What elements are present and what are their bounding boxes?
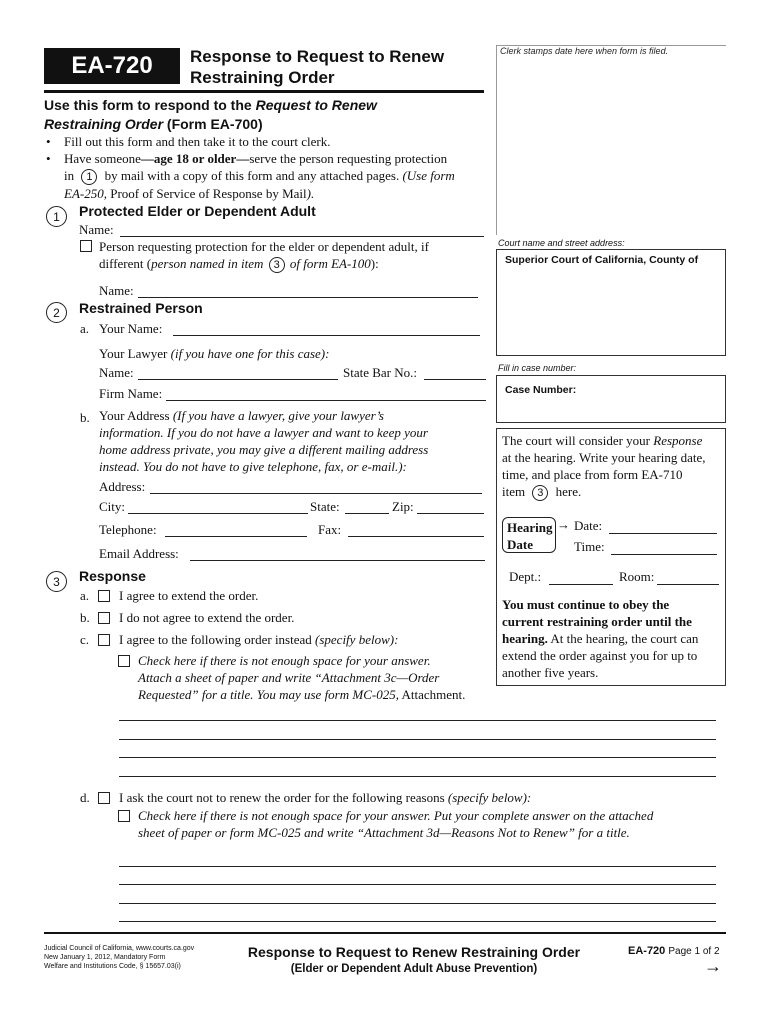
- intro-bullet-2-line3-rest: Proof of Service of Response by Mail: [106, 186, 307, 201]
- section-2-phone-label: Telephone:: [99, 522, 157, 537]
- hearing-box: [496, 428, 726, 686]
- intro-bullet-2: [46, 150, 486, 167]
- section-1-title: Protected Elder or Dependent Adult: [79, 203, 316, 219]
- intro-bullet-2-line3: [46, 185, 486, 202]
- section-1-name-label: Name:: [79, 222, 114, 237]
- section-1-name-field[interactable]: [120, 236, 484, 237]
- intro-bullet-2-pre: Have someone: [64, 151, 141, 166]
- section-1-name2-label: Name:: [99, 283, 134, 298]
- section-1-option-line2-italic: person named in item: [151, 256, 264, 271]
- intro-bullet-2-line2: [46, 167, 486, 185]
- item-ref-circle: 1: [81, 169, 97, 185]
- section-3c-answer-line-3[interactable]: [119, 757, 716, 758]
- section-2-address-instructions: [99, 407, 489, 475]
- footer-title-line1: Response to Request to Renew Restraining Order: [247, 944, 581, 960]
- section-2-address-italic4: instead. You do not have to give telephone, fax, or e-mail.):: [99, 459, 407, 474]
- section-3d-answer-line-1[interactable]: [119, 866, 716, 867]
- hearing-line4-pre: item: [502, 484, 526, 499]
- section-2-fax-label: Fax:: [318, 522, 342, 537]
- intro-bullet-2-line2-post: by mail with a copy of this form and any attached pages.: [104, 168, 400, 183]
- section-3d-answer-line-4[interactable]: [119, 921, 716, 922]
- section-2b-label: b.: [80, 410, 90, 425]
- section-3c-more-space-checkbox[interactable]: [118, 655, 130, 667]
- item-ref-circle: 3: [532, 485, 548, 501]
- section-2-firm-label: Firm Name:: [99, 386, 163, 401]
- section-2-city-field[interactable]: [128, 513, 308, 514]
- section-3a-label: a.: [80, 588, 90, 603]
- form-title: [190, 46, 490, 88]
- section-2-lawyer-label: [99, 345, 329, 362]
- section-2-email-label: Email Address:: [99, 546, 179, 561]
- section-2-number: 2: [46, 302, 67, 323]
- hearing-date-label: Date:: [574, 518, 603, 533]
- hearing-line2: at the hearing. Write your hearing date,: [502, 450, 706, 465]
- section-3d-more-line2: sheet of paper or form MC-025 and write “Attachment 3d—Reasons Not to Renew” for a title.: [138, 825, 630, 840]
- section-2-state-bar-label: State Bar No.:: [343, 365, 418, 380]
- section-2-state-bar-field[interactable]: [424, 379, 486, 380]
- warning-line3-rest: At the hearing, the court can: [547, 631, 699, 646]
- section-3c-answer-line-2[interactable]: [119, 739, 716, 740]
- warning-line2: current restraining order until the: [502, 614, 692, 629]
- section-3-title: Response: [79, 568, 146, 584]
- bullet-dot: •: [46, 134, 51, 149]
- warning-line5: another five years.: [502, 665, 599, 680]
- section-2-title: Restrained Person: [79, 300, 203, 316]
- section-1-option-line2-pre: different (: [99, 256, 152, 271]
- case-number-label: Fill in case number:: [498, 363, 577, 373]
- clerk-stamp-note: Clerk stamps date here when form is filed.: [500, 46, 669, 56]
- footer-citation-line1: Judicial Council of California, www.courts.ca.gov: [44, 945, 195, 952]
- court-box[interactable]: [496, 249, 726, 356]
- warning-line1: You must continue to obey the: [502, 597, 670, 612]
- hearing-line4-post: here.: [555, 484, 582, 499]
- warning-line4: extend the order against you for up to: [502, 648, 698, 663]
- section-3d-text: [119, 789, 531, 806]
- section-2-city-label: City:: [99, 499, 126, 514]
- section-3a-checkbox[interactable]: [98, 590, 110, 602]
- section-1-option-text: [99, 238, 479, 273]
- section-3d-answer-line-3[interactable]: [119, 903, 716, 904]
- section-2-state-label: State:: [310, 499, 340, 514]
- section-3d-text-pre: I ask the court not to renew the order for the following reasons: [119, 790, 448, 805]
- hearing-badge-line1: Hearing: [507, 520, 553, 535]
- footer-title: [225, 943, 603, 977]
- section-1-option-line1: Person requesting protection for the elder or dependent adult, if: [99, 239, 429, 254]
- section-2-lawyer-pre: Your Lawyer: [99, 346, 171, 361]
- hearing-line3: time, and place from form EA-710: [502, 467, 683, 482]
- section-3-number: 3: [46, 571, 67, 592]
- hearing-date-field[interactable]: [609, 533, 717, 534]
- section-2-address-italic3: home address private, you may give a different mailing address: [99, 442, 429, 457]
- section-2-address-italic1: (If you have a lawyer, give your lawyer’s: [172, 408, 384, 423]
- intro-heading: [44, 96, 484, 134]
- section-3d-more-space-checkbox[interactable]: [118, 810, 130, 822]
- section-1-other-person-checkbox[interactable]: [80, 240, 92, 252]
- intro-bullet-2-line2-pre: in: [64, 168, 75, 183]
- section-3c-text-italic: (specify below):: [315, 632, 399, 647]
- hearing-badge-line2: Date: [507, 537, 533, 552]
- hearing-dept-field[interactable]: [549, 584, 613, 585]
- section-3c-more-line3-italic: Requested” for a title. You may use form MC-025,: [138, 687, 399, 702]
- section-2-zip-label: Zip:: [392, 499, 414, 514]
- section-1-name2-field[interactable]: [138, 297, 478, 298]
- section-2-address-label: Address:: [99, 479, 146, 494]
- section-3d-text-italic: (specify below):: [447, 790, 532, 805]
- case-number-text: Case Number:: [505, 384, 577, 396]
- section-2-lawyer-name-field[interactable]: [138, 379, 338, 380]
- intro-bullet-1: [46, 133, 486, 150]
- hearing-date-badge: [502, 517, 556, 553]
- section-2-your-name-field[interactable]: [173, 335, 480, 336]
- hearing-dept-label: Dept.:: [509, 569, 542, 584]
- hearing-instructions: [502, 432, 724, 501]
- section-1-number: 1: [46, 206, 67, 227]
- hearing-room-label: Room:: [619, 569, 655, 584]
- section-1-option-line2-italic2: of form EA-100: [289, 256, 371, 271]
- intro-bullet-2-line3-italic: EA-250,: [64, 186, 107, 201]
- section-3c-more-line2: Attach a sheet of paper and write “Attachment 3c—Order: [138, 670, 440, 685]
- intro-heading-line2-italic: Restraining Order: [44, 116, 164, 132]
- footer-form-id: EA-720: [628, 945, 666, 957]
- header-rule: [44, 90, 484, 93]
- intro-heading-line2-rest: (Form EA-700): [163, 116, 263, 132]
- footer-rule: [44, 932, 726, 934]
- section-3d-checkbox[interactable]: [98, 792, 110, 804]
- section-3c-answer-line-4[interactable]: [119, 776, 716, 777]
- intro-bullet-2-bold: —age 18 or older—: [140, 151, 250, 166]
- section-2a-label: a.: [80, 321, 90, 336]
- intro-heading-text: Use this form to respond to the: [44, 97, 256, 113]
- section-3c-more-space-text: [138, 652, 498, 703]
- section-3a-text: I agree to extend the order.: [119, 588, 259, 603]
- continue-obey-warning: [502, 596, 724, 681]
- hearing-time-label: Time:: [574, 539, 605, 554]
- section-2-state-field[interactable]: [345, 513, 389, 514]
- form-title-line1: Response to Request to Renew: [190, 47, 445, 66]
- section-2-your-name-label: Your Name:: [99, 321, 163, 336]
- clerk-stamp-area: [496, 45, 726, 235]
- section-3c-checkbox[interactable]: [98, 634, 110, 646]
- intro-heading-italic: Request to Renew: [255, 97, 377, 113]
- next-page-arrow-icon[interactable]: →: [704, 956, 722, 976]
- section-3d-more-line1: Check here if there is not enough space for your answer. Put your complete answer on the attached: [138, 808, 654, 823]
- section-3c-more-line3-rest: Attachment.: [398, 687, 466, 702]
- court-name: Superior Court of California, County of: [505, 254, 699, 266]
- warning-line3-bold: hearing.: [502, 631, 548, 646]
- section-1-option-line2-end: ):: [370, 256, 379, 271]
- section-3d-label: d.: [80, 790, 90, 805]
- section-3b-label: b.: [80, 610, 90, 625]
- section-2-email-field[interactable]: [190, 560, 485, 561]
- intro-bullets: [46, 133, 486, 202]
- section-2-address-pre: Your Address: [99, 408, 173, 423]
- form-id-badge: EA-720: [44, 48, 180, 84]
- section-3b-text: I do not agree to extend the order.: [119, 610, 295, 625]
- court-label: Court name and street address:: [498, 238, 625, 248]
- section-3c-more-line1: Check here if there is not enough space for your answer.: [138, 653, 431, 668]
- hearing-time-field[interactable]: [611, 554, 717, 555]
- footer-page-number: Page 1 of 2: [668, 946, 720, 957]
- section-2-fax-field[interactable]: [348, 536, 484, 537]
- section-2-lawyer-name-label: Name:: [99, 365, 134, 380]
- section-2-address-italic2: information. If you do not have a lawyer and want to keep your: [99, 425, 428, 440]
- hearing-room-field[interactable]: [657, 584, 719, 585]
- form-title-line2: Restraining Order: [190, 68, 335, 87]
- section-3d-more-space-text: [138, 807, 728, 841]
- section-2-firm-field[interactable]: [166, 400, 486, 401]
- section-2-address-field[interactable]: [150, 493, 482, 494]
- section-3c-text: [119, 631, 398, 648]
- footer-citation-line3: Welfare and Institutions Code, § 15657.03(i): [44, 963, 181, 970]
- intro-bullet-2-line2-italic: (Use form: [402, 168, 455, 183]
- case-number-box[interactable]: [496, 375, 726, 423]
- bullet-dot: •: [46, 151, 51, 166]
- section-2-phone-field[interactable]: [165, 536, 307, 537]
- section-3c-text-pre: I agree to the following order instead: [119, 632, 316, 647]
- intro-bullet-1-text: Fill out this form and then take it to the court clerk.: [64, 134, 331, 149]
- intro-bullet-2-post: serve the person requesting protection: [249, 151, 448, 166]
- section-3c-answer-line-1[interactable]: [119, 720, 716, 721]
- footer-citation: [44, 944, 194, 971]
- footer-title-line2: (Elder or Dependent Adult Abuse Prevention): [290, 963, 538, 975]
- footer-citation-line2: New January 1, 2012, Mandatory Form: [44, 954, 166, 961]
- section-2-zip-field[interactable]: [417, 513, 484, 514]
- section-3c-label: c.: [80, 632, 90, 647]
- arrow-right-icon: →: [557, 517, 570, 532]
- hearing-line1: The court will consider your: [502, 433, 654, 448]
- item-ref-circle: 3: [269, 257, 285, 273]
- section-3d-answer-line-2[interactable]: [119, 884, 716, 885]
- section-3b-checkbox[interactable]: [98, 612, 110, 624]
- section-2-lawyer-italic: (if you have one for this case):: [170, 346, 330, 361]
- hearing-line1-italic: Response: [653, 433, 703, 448]
- intro-bullet-2-line3-end: ).: [306, 186, 315, 201]
